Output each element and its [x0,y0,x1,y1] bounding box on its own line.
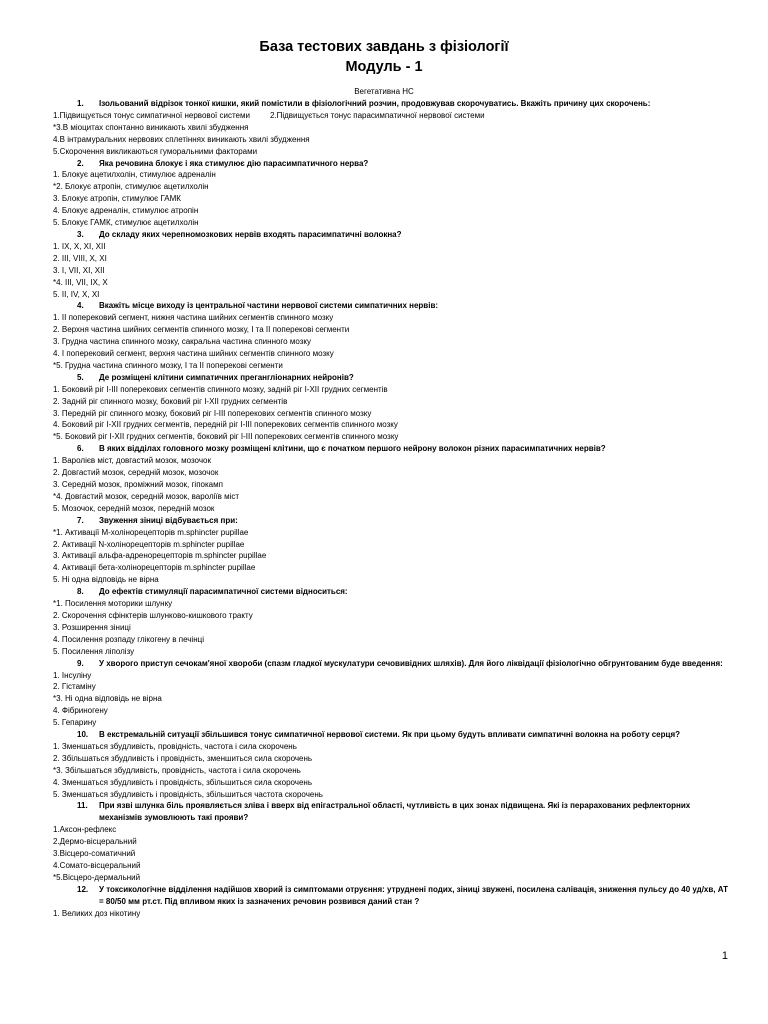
answer-option: 1. II поперековий сегмент, нижня частина шийних сегментів спинного мозку [53,313,334,323]
answer-option: *3. Ні одна відповідь не вірна [53,694,162,704]
answer-option: 2. Активації N-холінорецепторів m.sphincter pupillae [53,539,245,549]
question-item [53,884,733,908]
answer-option: 5. Зменшаться збудливість і провідність, збільшиться частота скорочень [53,789,323,799]
question-text: У токсикологічне відділення надійшов хворий із симптомами отруєння: утруднені подих, зіниці звужені, посилена салівація, зниження пульсу до 40 уд/хв, АТ = 80/50 мм рт.ст. Під впливом яких із зазначених речовин розвився даний стан ? [99,884,728,906]
answer-row [53,110,733,122]
answer-option: 3. Розширення зіниці [53,622,131,632]
answer-option: 4.В інтрамуральних нервових сплетіннях виникають хвилі збудження [53,134,310,144]
answer-option: 1. Боковий ріг I-III поперекових сегментів спинного мозку, задній ріг I-XII грудних сегментів [53,384,388,394]
question-item [53,443,733,455]
answer-option: 5. Ні одна відповідь не вірна [53,575,159,585]
answer-option: 5. Посилення ліполізу [53,646,135,656]
answer-option: 1. Блокує ацетилхолін, стимулює адреналін [53,170,216,180]
answer-option: 2.Дермо-вісцеральний [53,837,137,847]
answer-option: 4. Посилення розпаду глікогену в печінці [53,634,204,644]
answer-option: 3. Блокує атропін, стимулює ГАМК [53,194,181,204]
question-text: До складу яких черепномозкових нервів входять парасимпатичні волокна? [99,229,402,239]
answer-option: 3. Передній ріг спинного мозку, боковий ріг I-III поперекових сегментів спинного мозку [53,408,372,418]
answer-option: 2. Верхня частина шийних сегментів спинного мозку, I та II поперекові сегменти [53,325,350,335]
answer-option: 1.Аксон-рефлекс [53,825,117,835]
answer-option: 4. I поперековий сегмент, верхня частина шийних сегментів спинного мозку [53,349,334,359]
question-item [53,229,733,241]
answer-option: 5.Скорочення викликаються гуморальними факторами [53,146,258,156]
answer-option: 4. Боковий ріг I-XII грудних сегментів, передній ріг I-III поперекових сегментів спинного мозку [53,420,398,430]
question-item [53,372,733,384]
answer-option: 1. Зменшаться збудливість, провідність, частота і сила скорочень [53,741,297,751]
answer-option: *1. Посилення моторики шлунку [53,599,173,609]
questions-list [53,98,733,920]
answer-option: *3. Збільшаться збудливість, провідність, частота і сила скорочень [53,765,301,775]
module-title: Модуль - 1 [345,59,423,75]
question-number: 2. [77,158,84,168]
answer-option: 3. Грудна частина спинного мозку, сакральна частина спинного мозку [53,337,311,347]
answer-option: *1. Активації М-холінорецепторів m.sphincter pupillae [53,527,249,537]
answer-option: 5. II, IV, X, XI [53,289,100,299]
question-text: Ізольований відрізок тонкої кишки, який помістили в фізіологічний розчин, продовжував скорочуватись. Вкажіть причину цих скорочень: [99,99,651,108]
document-title: База тестових завдань з фізіології [259,39,509,55]
question-item [53,98,733,110]
question-number: 7. [77,515,84,525]
question-number: 11. [77,801,88,811]
answer-option: 2.Підвищується тонус парасимпатичної нервової системи [269,110,485,120]
answer-option: 5. Мозочок, середній мозок, передній мозок [53,503,215,513]
answer-option: 2. Збільшаться збудливість і провідність, зменшиться сила скорочень [53,753,313,763]
answer-option: 5. Блокує ГАМК, стимулює ацетилхолін [53,218,199,228]
answer-option: *3.В міоцитах спонтанно виникають хвилі збудження [53,122,249,132]
question-text: Звуження зіниці відбувається при: [99,515,238,525]
question-item [53,658,733,670]
answer-option: 1. Великих доз нікотину [53,908,141,918]
answer-option: 1. Варолієв міст, довгастий мозок, мозочок [53,456,211,466]
question-number: 12. [77,884,89,894]
answer-option: 3.Вісцеро-соматичний [53,849,136,859]
answer-option: 2. Задній ріг спинного мозку, боковий ріг I-XII грудних сегментів [53,396,288,406]
answer-option: 4. Фібриногену [53,706,108,716]
answer-option: 2. Гістаміну [53,682,96,692]
answer-option: *5. Боковий ріг I-XII грудних сегментів, боковий ріг I-III поперекових сегментів спинного мозку [53,432,399,442]
question-number: 3. [77,229,84,239]
section-subtitle: Вегетативна НС [354,87,414,96]
question-text: В екстремальній ситуації збільшився тонус симпатичної нервової системи. Як при цьому будуть впливати симпатичні волокна на роботу серця? [99,730,680,740]
question-number: 10. [77,730,89,740]
answer-option: 1. Інсуліну [53,670,92,680]
question-text: В яких відділах головного мозку розміщені клітини, що є початком першого нейрону волокон різних парасимпатичних нервів? [99,444,606,454]
question-text: У хворого приступ сечокам'яної хвороби (спазм гладкої мускулатури сечовивідних шляхів). Для його ліквідації фізіологічно обгрунтованим буде введення: [99,658,723,668]
question-number: 5. [77,372,84,382]
answer-option: 2. Скорочення сфінктерів шлунково-кишкового тракту [53,610,253,620]
answer-option: 5. Гепарину [53,718,97,728]
answer-option: 3. I, VII, XI, XII [53,265,105,275]
answer-option: *4. Довгастий мозок, середній мозок, вароліїв міст [53,491,240,501]
question-number: 9. [77,658,84,668]
question-item [53,800,733,824]
question-number: 8. [77,587,84,597]
question-text: Де розміщені клітини симпатичних прегангліонарних нейронів? [99,372,354,382]
question-item [53,515,733,527]
answer-option: 1.Підвищується тонус симпатичної нервової системи [53,110,250,120]
answer-option: 4. Активації бета-холінорецепторів m.sphincter pupillae [53,563,256,573]
question-item [53,586,733,598]
question-number: 1. [77,99,84,108]
answer-option: 3. Середній мозок, проміжний мозок, гіпокамп [53,480,223,489]
answer-option: 4.Сомато-вісцеральний [53,861,141,870]
answer-option: *2. Блокує атропін, стимулює ацетилхолін [53,182,209,192]
answer-option: 3. Активації альфа-адренорецепторів m.sphincter pupillae [53,551,267,561]
page-number: 1 [721,950,728,962]
question-text: При язві шлунка біль проявляється зліва і вверх від епігастральної області, чутливість в цих зонах підвищена. Які із перарахованих рефлекторних механізмів зумовлюють такі прояви? [99,801,691,823]
answer-option: 2. III, VIII, X, XI [53,253,107,263]
answer-option: 4. Зменшаться збудливість і провідність, збільшиться сила скорочень [53,777,312,787]
question-item [53,729,733,741]
question-number: 4. [77,301,84,311]
question-number: 6. [77,444,84,454]
question-text: Вкажіть місце виходу із центральної частини нервової системи симпатичних нервів: [99,301,439,311]
answer-option: *5.Вісцеро-дермальний [53,872,141,882]
answer-option: 2. Довгастий мозок, середній мозок, мозочок [53,468,219,478]
answer-option: *5. Грудна частина спинного мозку, I та II поперекові сегменти [53,360,283,370]
answer-option: *4. III, VII, IX, X [53,277,108,287]
answer-option: 1. IX, X, XI, XII [53,241,106,251]
question-item [53,300,733,312]
question-text: До ефектів стимуляції парасимпатичної системи відноситься: [99,587,348,597]
question-item [53,158,733,170]
answer-option: 4. Блокує адреналін, стимулює атропін [53,206,199,216]
question-text: Яка речовина блокує і яка стимулює дію парасимпатичного нерва? [99,158,369,168]
